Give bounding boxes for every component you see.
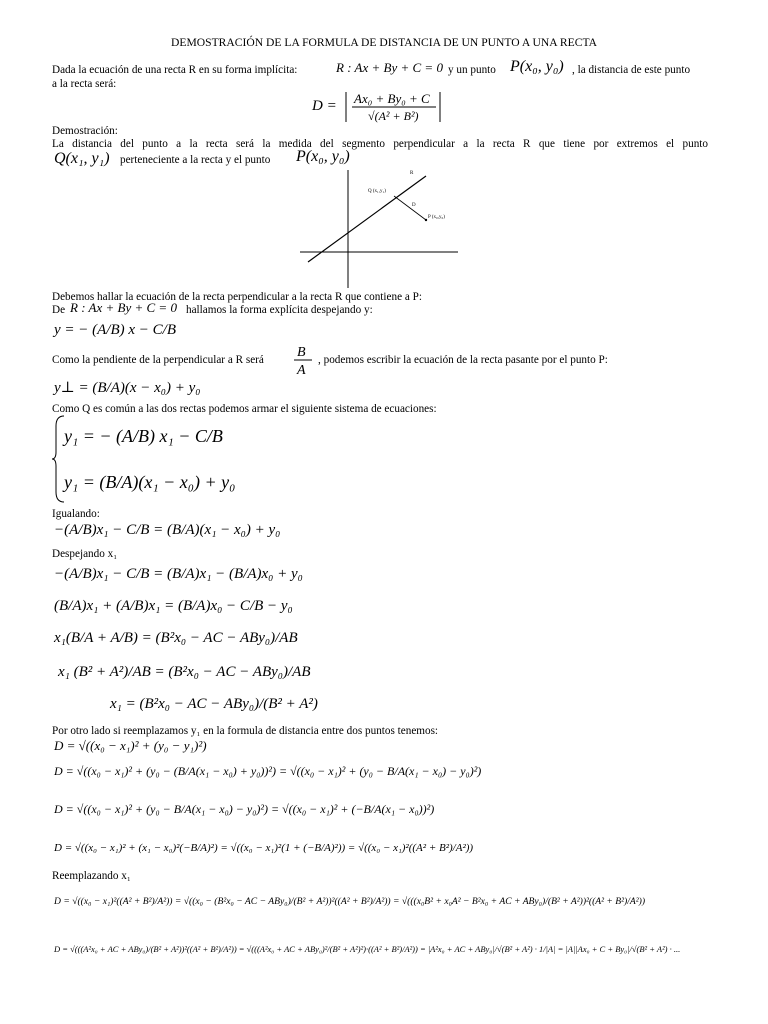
svg-text:D =: D = xyxy=(312,98,337,114)
page-title: DEMOSTRACIÓN DE LA FORMULA DE DISTANCIA DE UN PUNTO A UNA RECTA xyxy=(171,36,597,49)
system-eq-2: y₁ = (B/A)(x₁ − x₀) + y₀ xyxy=(64,472,236,492)
paragraph-4-a: Como la pendiente de la perpendicular a R será xyxy=(52,354,264,366)
intro-text-3: , la distancia de este punto xyxy=(572,64,691,76)
svg-text:B: B xyxy=(297,345,306,360)
igualando-label: Igualando: xyxy=(52,508,100,520)
svg-text:A: A xyxy=(297,363,306,376)
step-4: x₁ (B² + A²)/AB = (B²x₀ − AC − ABy₀)/AB xyxy=(58,664,311,680)
q-label: Q (x₁,y₁) xyxy=(368,189,386,194)
intro-text-2: y un punto xyxy=(448,64,496,76)
dist-1: D = √((x₀ − x₁)² + (y₀ − y₁)²) xyxy=(54,738,207,753)
paragraph-3-rest: hallamos la forma explícita despejando y: xyxy=(186,304,373,316)
paragraph-5: Como Q es común a las dos rectas podemos armar el siguiente sistema de ecuaciones: xyxy=(52,403,437,415)
dist-4: D = √((x₀ − x₁)² + (x₁ − x₀)²(−B/A)²) = √((x₀ − x₁)²(1 + (−B/A)²)) = √((x₀ − x₁)²((A² + B²)/A²)) xyxy=(54,842,474,854)
demo-label: Demostración: xyxy=(52,125,118,137)
dist-2: D = √((x₀ − x₁)² + (y₀ − (B/A(x₁ − x₀) + y₀))²) = √((x₀ − x₁)² + (y₀ − B/A(x₁ − x₀) − y₀)²) xyxy=(54,764,482,778)
intro-text-4: a la recta será: xyxy=(52,78,117,90)
line-equation: R : Ax + By + C = 0 xyxy=(336,60,443,75)
paragraph-2-line1: La distancia del punto a la recta será la medida del segmento perpendicular a la recta R que tiene por extremos el punto xyxy=(52,138,708,150)
line-equation-2: R : Ax + By + C = 0 xyxy=(70,300,177,315)
equated-equation: −(A/B)x₁ − C/B = (B/A)(x₁ − x₀) + y₀ xyxy=(54,522,281,538)
paragraph-2-mid: perteneciente a la recta y el punto xyxy=(120,154,271,166)
point-q: Q(x₁, y₁) xyxy=(54,150,110,167)
svg-text:Ax₀ + By₀ + C: Ax₀ + By₀ + C xyxy=(354,91,430,106)
distance-formula xyxy=(310,88,450,126)
step-2: (B/A)x₁ + (A/B)x₁ = (B/A)x₀ − C/B − y₀ xyxy=(54,598,293,614)
perpendicular-equation: y⊥ = (B/A)(x − x₀) + y₀ xyxy=(54,380,201,396)
svg-text:√(A² + B²): √(A² + B²) xyxy=(368,109,419,123)
system-eq-1: y₁ = − (A/B) x₁ − C/B xyxy=(64,426,223,446)
p-label: P (x₀,y₀) xyxy=(428,215,445,220)
step-1: −(A/B)x₁ − C/B = (B/A)x₁ − (B/A)x₀ + y₀ xyxy=(54,566,303,582)
slope-fraction xyxy=(292,344,314,376)
dist-3: D = √((x₀ − x₁)² + (y₀ − B/A(x₁ − x₀) − y₀)²) = √((x₀ − x₁)² + (−B/A(x₁ − x₀))²) xyxy=(54,802,435,816)
point-p: P(x₀, y₀) xyxy=(510,58,564,75)
paragraph-3-de: De xyxy=(52,304,66,316)
geometry-figure xyxy=(298,166,462,290)
r-label: R xyxy=(410,171,414,176)
paragraph-3-line1: Debemos hallar la ecuación de la recta perpendicular a la recta R que contiene a P: xyxy=(52,291,422,303)
intro-text: Dada la ecuación de una recta R en su forma implícita: xyxy=(52,64,298,76)
despejando-label: Despejando x₁ xyxy=(52,548,118,560)
paragraph-6: Por otro lado si reemplazamos y₁ en la formula de distancia entre dos puntos tenemos: xyxy=(52,725,439,737)
step-3: x₁(B/A + A/B) = (B²x₀ − AC − ABy₀)/AB xyxy=(54,630,298,646)
final-2: D = √(((A²x₀ + AC + ABy₀)/(B² + A²))²((A² + B²)/A²)) = √(((A²x₀ + AC + ABy₀)²/(B² + A²)²)·((A² + B²)/A²)) = |A²x₀ + AC + ABy₀|/√(B² + A²) · 1/|A| = |A||Ax₀ + C + By₀|/√(B² + A²) · ... xyxy=(54,944,681,954)
step-5: x₁ = (B²x₀ − AC − ABy₀)/(B² + A²) xyxy=(110,696,318,712)
d-label: D xyxy=(412,203,416,208)
point-p-2: P(x₀, y₀) xyxy=(296,148,350,165)
explicit-equation: y = − (A/B) x − C/B xyxy=(54,322,176,338)
reemplazando-label: Reemplazando x₁ xyxy=(52,870,131,882)
final-1: D = √((x₀ − x₁)²((A² + B²)/A²)) = √((x₀ − (B²x₀ − AC − ABy₀)/(B² + A²))²((A² + B²)/A²)) = √(((x₀B² + x₀A² − B²x₀ + AC + ABy₀)/(B² + A²))²((A² + B²)/A²)) xyxy=(54,896,646,907)
paragraph-4-b: , podemos escribir la ecuación de la recta pasante por el punto P: xyxy=(318,354,608,366)
